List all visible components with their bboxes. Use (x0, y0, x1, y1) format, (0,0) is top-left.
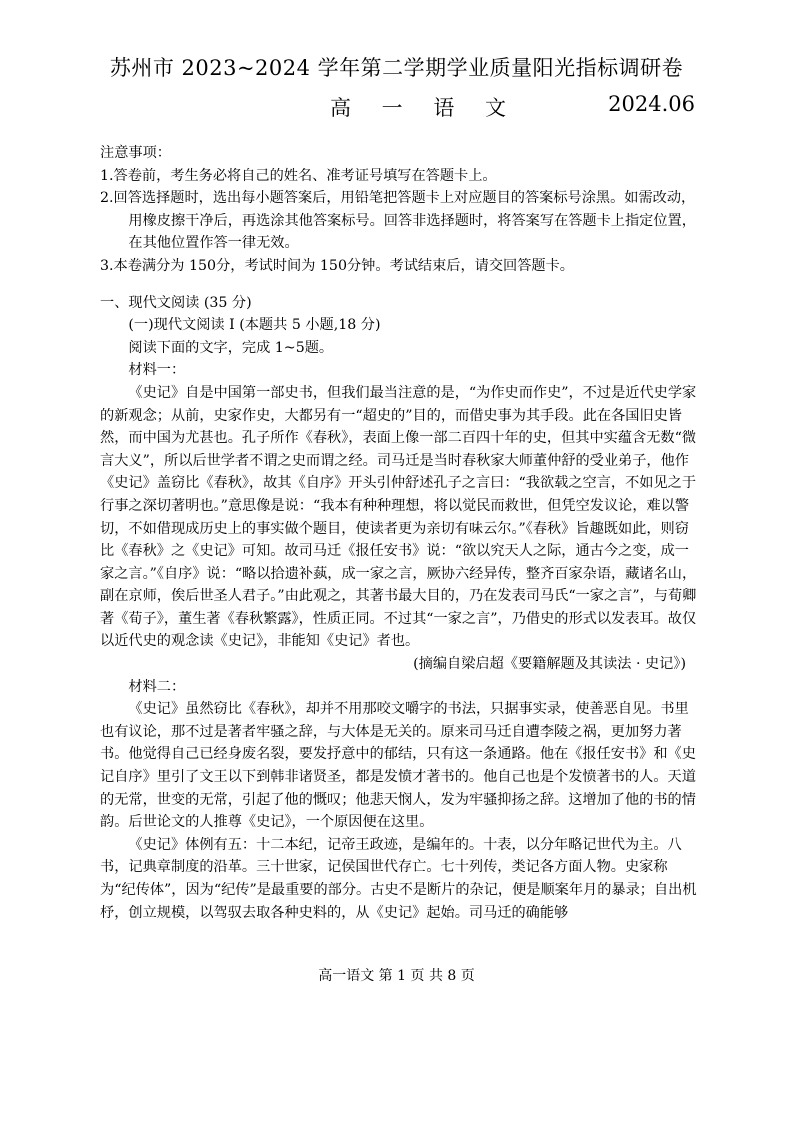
exam-subtitle (0, 92, 793, 120)
exam-date: 2024.06 (608, 92, 695, 116)
exam-title: 苏州市 2023~2024 学年第二学期学业质量阳光指标调研卷 (109, 56, 684, 80)
reading-instruction: 阅读下面的文字，完成 1~5题。 (128, 339, 334, 356)
material1-label: 材料一： (128, 362, 186, 379)
subject-label: 高 一 语 文 (330, 96, 519, 120)
page-footer: 高一语文 第 1 页 共 8 页 (318, 968, 475, 984)
section-heading: 一、现代文阅读 (35 分) (100, 294, 252, 311)
material2-paragraph-2: 《史记》体例有五：十二本纪，记帝王政迹，是编年的。十表，以分年略记世代为主。八书，记典章制度的沿革。三十世家，记侯国世代存亡。七十列传，类记各方面人物。史家称为“纪传体”，因为“纪传”是最重要的部分。古史不是断片的杂记，便是顺案年月的暴录；自出机杼，创立规模，以驾驭去取各种史料的，从《史记》起始。司马迁的确能够 (100, 836, 697, 921)
material2-label: 材料二： (128, 678, 186, 695)
notice-item-2: 2.回答选择题时，选出每小题答案后，用铅笔把答题卡上对应题目的答案标号涂黑。如需改动，用橡皮擦干净后，再选涂其他答案标号。回答非选择题时，将答案写在答题卡上指定位置，在其他位置作答一律无效。 (100, 190, 696, 252)
spacer (100, 278, 700, 292)
notice-heading: 注意事项： (100, 145, 171, 161)
notice-item-3: 3.本卷满分为 150分，考试时间为 150分钟。考试结束后，请交回答题卡。 (100, 257, 574, 274)
notice-item-1: 1.答卷前，考生务必将自己的姓名、准考证号填写在答题卡上。 (100, 167, 497, 184)
material2-paragraph-1: 《史记》虽然窃比《春秋》，却并不用那咬文嚼字的书法，只据事实录，使善恶自见。书里也有议论，那不过是著者牢骚之辞，与大体是无关的。原来司马迁自遭李陵之祸，更加努力著书。他觉得自己已经身废名裂，要发抒意中的郁结，只有这一条通路。他在《报任安书》和《史记自序》里引了文王以下到韩非诸贤圣，都是发愤才著书的。他自己也是个发愤著书的人。天道的无常，世变的无常，引起了他的慨叹；他悲天悯人，发为牢骚抑扬之辞。这增加了他的书的情韵。后世论文的人推尊《史记》，一个原因便在这里。 (100, 701, 696, 831)
subsection-heading: (一)现代文阅读 Ⅰ (本题共 5 小题,18 分) (128, 317, 381, 334)
exam-body (100, 142, 700, 924)
material1-text: 《史记》自是中国第一部史书，但我们最当注意的是，“为作史而作史”，不过是近代史学家的新观念；从前，史家作史，大都另有一“超史的”目的，而借史事为其手段。此在各国旧史皆然，而中国为尤甚也。孔子所作《春秋》，表面上像一部二百四十年的史，但其中实蕴含无数“微言大义”，所以后世学者不谓之史而谓之经。司马迁是当时春秋家大师董仲舒的受业弟子，他作《史记》盖窃比《春秋》，故其《自序》开头引仲舒述孔子之言曰：“我欲载之空言，不如见之于行事之深切著明也。”意思像是说：“我本有种种理想，将以觉民而救世，但凭空发议论，难以警切，不如借现成历史上的事实做个题目，使读者更为亲切有味云尔。”《春秋》旨趣既如此，则窃比《春秋》之《史记》可知。故司马迁《报任安书》说：“欲以究天人之际，通古今之变，成一家之言。”《自序》说：“略以拾遗补蓺，成一家之言，厥协六经异传，整齐百家杂语，藏诸名山，副在京师，俟后世圣人君子。”由此观之，其著书最大目的，乃在发表司马氏“一家之言”，与荀卿著《荀子》，董生著《春秋繁露》，性质正同。不过其“一家之言”，乃借史的形式以发表耳。故仅以近代史的观念读《史记》，非能知《史记》者也。 (100, 384, 697, 650)
material1-source: (摘编自梁启超《要籍解题及其读法 · 史记》) (413, 656, 686, 673)
